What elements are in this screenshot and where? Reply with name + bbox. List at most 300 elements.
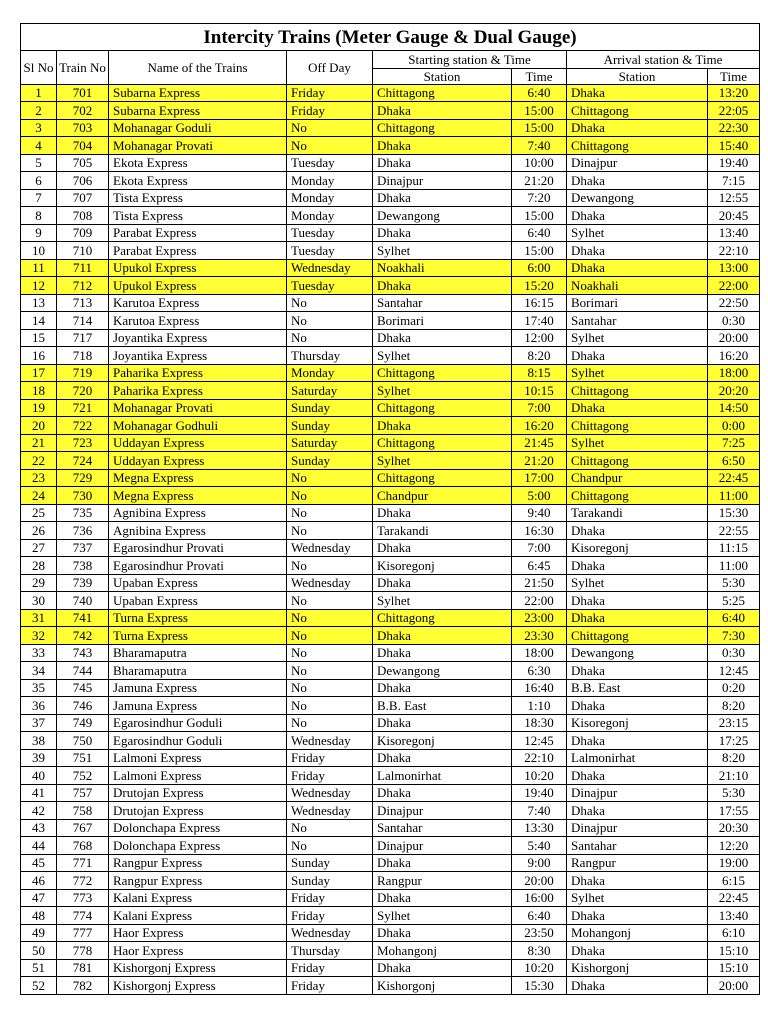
- arrival-time-cell: 0:20: [708, 679, 760, 697]
- table-row: [21, 889, 760, 907]
- arrival-time-cell: 13:40: [708, 224, 760, 242]
- table-row: [21, 977, 760, 995]
- table-row: [21, 487, 760, 505]
- table-row: [21, 539, 760, 557]
- table-row: [21, 137, 760, 155]
- train-name-cell: Upaban Express: [109, 574, 287, 592]
- table-row: [21, 714, 760, 732]
- train-no-cell: 742: [57, 627, 109, 645]
- train-name-cell: Uddayan Express: [109, 452, 287, 470]
- intercity-trains-table: [20, 23, 760, 995]
- arrival-time-cell: 13:20: [708, 84, 760, 102]
- arrival-station-cell: Dhaka: [567, 592, 708, 610]
- start-station-cell: Sylhet: [373, 382, 512, 400]
- sl-no-cell: 5: [21, 154, 57, 172]
- arrival-station-cell: Sylhet: [567, 889, 708, 907]
- start-station-cell: Dhaka: [373, 784, 512, 802]
- train-name-cell: Paharika Express: [109, 382, 287, 400]
- train-name-cell: Ekota Express: [109, 154, 287, 172]
- start-station-cell: Santahar: [373, 819, 512, 837]
- train-name-cell: Upukol Express: [109, 277, 287, 295]
- arrival-station-cell: Noakhali: [567, 277, 708, 295]
- arrival-station-cell: Santahar: [567, 837, 708, 855]
- sl-no-cell: 25: [21, 504, 57, 522]
- sl-no-cell: 1: [21, 84, 57, 102]
- train-no-cell: 741: [57, 609, 109, 627]
- train-no-cell: 721: [57, 399, 109, 417]
- table-row: [21, 662, 760, 680]
- train-no-cell: 739: [57, 574, 109, 592]
- arrival-time-cell: 23:15: [708, 714, 760, 732]
- train-no-cell: 703: [57, 119, 109, 137]
- off-day-cell: No: [287, 469, 373, 487]
- train-name-cell: Jamuna Express: [109, 679, 287, 697]
- arrival-station-cell: Dewangong: [567, 644, 708, 662]
- sl-no-cell: 17: [21, 364, 57, 382]
- start-station-cell: Sylhet: [373, 592, 512, 610]
- arrival-time-cell: 21:10: [708, 767, 760, 785]
- table-row: [21, 207, 760, 225]
- arrival-station-cell: Dhaka: [567, 977, 708, 995]
- arrival-station-cell: Dhaka: [567, 522, 708, 540]
- train-name-cell: Subarna Express: [109, 102, 287, 120]
- start-time-cell: 6:30: [512, 662, 567, 680]
- table-row: [21, 924, 760, 942]
- sl-no-cell: 19: [21, 399, 57, 417]
- arrival-time-cell: 15:10: [708, 942, 760, 960]
- start-station-cell: Dhaka: [373, 749, 512, 767]
- start-station-cell: Dhaka: [373, 854, 512, 872]
- start-station-cell: Dhaka: [373, 417, 512, 435]
- arrival-station-cell: Kishorgonj: [567, 959, 708, 977]
- off-day-cell: Monday: [287, 189, 373, 207]
- train-no-cell: 701: [57, 84, 109, 102]
- table-row: [21, 784, 760, 802]
- start-station-cell: Sylhet: [373, 347, 512, 365]
- sl-no-cell: 29: [21, 574, 57, 592]
- off-day-cell: Friday: [287, 767, 373, 785]
- start-station-cell: Dhaka: [373, 154, 512, 172]
- off-day-cell: Friday: [287, 889, 373, 907]
- sl-no-cell: 2: [21, 102, 57, 120]
- arrival-time-cell: 7:15: [708, 172, 760, 190]
- sl-no-cell: 21: [21, 434, 57, 452]
- off-day-cell: No: [287, 644, 373, 662]
- train-no-cell: 704: [57, 137, 109, 155]
- start-time-cell: 23:30: [512, 627, 567, 645]
- arrival-time-cell: 22:55: [708, 522, 760, 540]
- start-time-cell: 7:00: [512, 539, 567, 557]
- header-arrival-group: Arrival station & Time: [567, 51, 760, 69]
- off-day-cell: No: [287, 609, 373, 627]
- table-row: [21, 522, 760, 540]
- train-no-cell: 705: [57, 154, 109, 172]
- start-time-cell: 21:45: [512, 434, 567, 452]
- arrival-time-cell: 12:20: [708, 837, 760, 855]
- table-row: [21, 592, 760, 610]
- train-no-cell: 774: [57, 907, 109, 925]
- arrival-time-cell: 8:20: [708, 749, 760, 767]
- header-starting-group: Starting station & Time: [373, 51, 567, 69]
- start-time-cell: 8:20: [512, 347, 567, 365]
- start-time-cell: 15:00: [512, 102, 567, 120]
- start-time-cell: 5:40: [512, 837, 567, 855]
- sl-no-cell: 46: [21, 872, 57, 890]
- table-row: [21, 697, 760, 715]
- off-day-cell: Monday: [287, 207, 373, 225]
- header-start-station: Station: [373, 68, 512, 84]
- table-row: [21, 679, 760, 697]
- start-time-cell: 6:40: [512, 907, 567, 925]
- sl-no-cell: 49: [21, 924, 57, 942]
- arrival-time-cell: 17:25: [708, 732, 760, 750]
- start-station-cell: Mohangonj: [373, 942, 512, 960]
- sl-no-cell: 37: [21, 714, 57, 732]
- train-name-cell: Drutojan Express: [109, 802, 287, 820]
- start-station-cell: Chittagong: [373, 399, 512, 417]
- table-row: [21, 557, 760, 575]
- train-no-cell: 723: [57, 434, 109, 452]
- arrival-time-cell: 20:45: [708, 207, 760, 225]
- off-day-cell: Friday: [287, 977, 373, 995]
- arrival-station-cell: Dhaka: [567, 172, 708, 190]
- sl-no-cell: 35: [21, 679, 57, 697]
- train-no-cell: 702: [57, 102, 109, 120]
- arrival-time-cell: 20:20: [708, 382, 760, 400]
- table-row: [21, 767, 760, 785]
- sl-no-cell: 42: [21, 802, 57, 820]
- start-station-cell: Sylhet: [373, 452, 512, 470]
- arrival-time-cell: 6:50: [708, 452, 760, 470]
- train-name-cell: Mohanagar Provati: [109, 137, 287, 155]
- train-no-cell: 709: [57, 224, 109, 242]
- arrival-time-cell: 7:25: [708, 434, 760, 452]
- table-row: [21, 119, 760, 137]
- start-time-cell: 15:00: [512, 242, 567, 260]
- off-day-cell: No: [287, 487, 373, 505]
- start-time-cell: 9:00: [512, 854, 567, 872]
- off-day-cell: Tuesday: [287, 154, 373, 172]
- train-no-cell: 777: [57, 924, 109, 942]
- off-day-cell: Thursday: [287, 942, 373, 960]
- sl-no-cell: 16: [21, 347, 57, 365]
- train-name-cell: Tista Express: [109, 207, 287, 225]
- start-time-cell: 18:30: [512, 714, 567, 732]
- off-day-cell: Friday: [287, 102, 373, 120]
- arrival-time-cell: 11:00: [708, 557, 760, 575]
- start-station-cell: Kishorgonj: [373, 977, 512, 995]
- start-time-cell: 16:20: [512, 417, 567, 435]
- start-station-cell: Borimari: [373, 312, 512, 330]
- sl-no-cell: 28: [21, 557, 57, 575]
- arrival-station-cell: Dhaka: [567, 557, 708, 575]
- train-no-cell: 773: [57, 889, 109, 907]
- start-time-cell: 16:30: [512, 522, 567, 540]
- start-station-cell: Dinajpur: [373, 172, 512, 190]
- off-day-cell: Sunday: [287, 399, 373, 417]
- arrival-time-cell: 17:55: [708, 802, 760, 820]
- off-day-cell: Saturday: [287, 382, 373, 400]
- off-day-cell: Thursday: [287, 347, 373, 365]
- arrival-time-cell: 22:05: [708, 102, 760, 120]
- train-name-cell: Joyantika Express: [109, 347, 287, 365]
- train-name-cell: Jamuna Express: [109, 697, 287, 715]
- table-row: [21, 224, 760, 242]
- arrival-station-cell: Borimari: [567, 294, 708, 312]
- sl-no-cell: 38: [21, 732, 57, 750]
- train-name-cell: Dolonchapa Express: [109, 837, 287, 855]
- arrival-station-cell: Chittagong: [567, 102, 708, 120]
- train-name-cell: Megna Express: [109, 469, 287, 487]
- table-row: [21, 959, 760, 977]
- arrival-time-cell: 19:00: [708, 854, 760, 872]
- train-no-cell: 751: [57, 749, 109, 767]
- off-day-cell: No: [287, 837, 373, 855]
- header-sl-no: Sl No: [21, 51, 57, 85]
- start-station-cell: Dhaka: [373, 574, 512, 592]
- train-name-cell: Tista Express: [109, 189, 287, 207]
- start-time-cell: 6:45: [512, 557, 567, 575]
- off-day-cell: Sunday: [287, 854, 373, 872]
- train-name-cell: Upukol Express: [109, 259, 287, 277]
- arrival-time-cell: 22:50: [708, 294, 760, 312]
- train-no-cell: 740: [57, 592, 109, 610]
- off-day-cell: Tuesday: [287, 224, 373, 242]
- start-station-cell: Dinajpur: [373, 837, 512, 855]
- arrival-time-cell: 0:30: [708, 312, 760, 330]
- start-time-cell: 22:00: [512, 592, 567, 610]
- start-time-cell: 6:00: [512, 259, 567, 277]
- arrival-station-cell: Chittagong: [567, 417, 708, 435]
- train-no-cell: 724: [57, 452, 109, 470]
- arrival-station-cell: Dhaka: [567, 907, 708, 925]
- arrival-time-cell: 6:15: [708, 872, 760, 890]
- arrival-station-cell: Dhaka: [567, 697, 708, 715]
- arrival-station-cell: Dinajpur: [567, 784, 708, 802]
- arrival-station-cell: Rangpur: [567, 854, 708, 872]
- train-name-cell: Egarosindhur Goduli: [109, 714, 287, 732]
- table-row: [21, 872, 760, 890]
- off-day-cell: No: [287, 819, 373, 837]
- arrival-station-cell: Chittagong: [567, 382, 708, 400]
- off-day-cell: Friday: [287, 959, 373, 977]
- arrival-time-cell: 22:00: [708, 277, 760, 295]
- arrival-station-cell: Sylhet: [567, 329, 708, 347]
- train-no-cell: 781: [57, 959, 109, 977]
- train-no-cell: 719: [57, 364, 109, 382]
- sl-no-cell: 43: [21, 819, 57, 837]
- table-row: [21, 574, 760, 592]
- off-day-cell: Tuesday: [287, 242, 373, 260]
- table-row: [21, 242, 760, 260]
- arrival-station-cell: Lalmonirhat: [567, 749, 708, 767]
- start-station-cell: Dhaka: [373, 277, 512, 295]
- train-no-cell: 736: [57, 522, 109, 540]
- table-row: [21, 154, 760, 172]
- train-no-cell: 722: [57, 417, 109, 435]
- train-no-cell: 707: [57, 189, 109, 207]
- off-day-cell: Friday: [287, 907, 373, 925]
- arrival-station-cell: Dinajpur: [567, 819, 708, 837]
- start-time-cell: 21:50: [512, 574, 567, 592]
- train-no-cell: 711: [57, 259, 109, 277]
- train-name-cell: Kalani Express: [109, 907, 287, 925]
- arrival-time-cell: 15:10: [708, 959, 760, 977]
- arrival-time-cell: 8:20: [708, 697, 760, 715]
- table-row: [21, 84, 760, 102]
- start-station-cell: Kisoregonj: [373, 557, 512, 575]
- off-day-cell: No: [287, 697, 373, 715]
- off-day-cell: No: [287, 557, 373, 575]
- start-station-cell: Dinajpur: [373, 802, 512, 820]
- start-station-cell: Dhaka: [373, 224, 512, 242]
- off-day-cell: Wednesday: [287, 259, 373, 277]
- table-row: [21, 819, 760, 837]
- sl-no-cell: 18: [21, 382, 57, 400]
- start-station-cell: Dewangong: [373, 662, 512, 680]
- sl-no-cell: 27: [21, 539, 57, 557]
- sl-no-cell: 12: [21, 277, 57, 295]
- sl-no-cell: 36: [21, 697, 57, 715]
- start-station-cell: Dhaka: [373, 924, 512, 942]
- start-time-cell: 20:00: [512, 872, 567, 890]
- sl-no-cell: 47: [21, 889, 57, 907]
- train-name-cell: Lalmoni Express: [109, 767, 287, 785]
- train-no-cell: 749: [57, 714, 109, 732]
- table-row: [21, 907, 760, 925]
- off-day-cell: Wednesday: [287, 732, 373, 750]
- sl-no-cell: 41: [21, 784, 57, 802]
- sl-no-cell: 13: [21, 294, 57, 312]
- start-time-cell: 13:30: [512, 819, 567, 837]
- start-time-cell: 10:20: [512, 767, 567, 785]
- train-name-cell: Haor Express: [109, 942, 287, 960]
- off-day-cell: Wednesday: [287, 574, 373, 592]
- start-station-cell: Dhaka: [373, 644, 512, 662]
- table-row: [21, 189, 760, 207]
- sl-no-cell: 7: [21, 189, 57, 207]
- off-day-cell: No: [287, 137, 373, 155]
- start-station-cell: Chittagong: [373, 364, 512, 382]
- start-time-cell: 5:00: [512, 487, 567, 505]
- train-name-cell: Bharamaputra: [109, 644, 287, 662]
- train-no-cell: 706: [57, 172, 109, 190]
- arrival-time-cell: 5:25: [708, 592, 760, 610]
- arrival-station-cell: Dhaka: [567, 872, 708, 890]
- arrival-time-cell: 22:30: [708, 119, 760, 137]
- off-day-cell: No: [287, 662, 373, 680]
- arrival-time-cell: 7:30: [708, 627, 760, 645]
- train-name-cell: Megna Express: [109, 487, 287, 505]
- table-row: [21, 504, 760, 522]
- table-title: Intercity Trains (Meter Gauge & Dual Gauge): [21, 24, 760, 51]
- off-day-cell: Wednesday: [287, 924, 373, 942]
- table-row: [21, 329, 760, 347]
- sl-no-cell: 10: [21, 242, 57, 260]
- start-station-cell: Dhaka: [373, 889, 512, 907]
- train-no-cell: 738: [57, 557, 109, 575]
- start-station-cell: Lalmonirhat: [373, 767, 512, 785]
- arrival-time-cell: 15:30: [708, 504, 760, 522]
- table-row: [21, 277, 760, 295]
- off-day-cell: No: [287, 329, 373, 347]
- sl-no-cell: 44: [21, 837, 57, 855]
- arrival-station-cell: Dhaka: [567, 259, 708, 277]
- arrival-time-cell: 18:00: [708, 364, 760, 382]
- start-time-cell: 8:15: [512, 364, 567, 382]
- table-row: [21, 452, 760, 470]
- train-no-cell: 778: [57, 942, 109, 960]
- train-no-cell: 714: [57, 312, 109, 330]
- train-name-cell: Kishorgonj Express: [109, 959, 287, 977]
- table-row: [21, 294, 760, 312]
- sl-no-cell: 6: [21, 172, 57, 190]
- header-off-day: Off Day: [287, 51, 373, 85]
- table-row: [21, 837, 760, 855]
- start-time-cell: 23:50: [512, 924, 567, 942]
- train-no-cell: 768: [57, 837, 109, 855]
- arrival-station-cell: Sylhet: [567, 364, 708, 382]
- train-name-cell: Haor Express: [109, 924, 287, 942]
- train-name-cell: Subarna Express: [109, 84, 287, 102]
- arrival-time-cell: 22:45: [708, 889, 760, 907]
- off-day-cell: No: [287, 627, 373, 645]
- sl-no-cell: 26: [21, 522, 57, 540]
- arrival-station-cell: Dhaka: [567, 662, 708, 680]
- arrival-time-cell: 14:50: [708, 399, 760, 417]
- train-name-cell: Drutojan Express: [109, 784, 287, 802]
- start-time-cell: 16:00: [512, 889, 567, 907]
- arrival-station-cell: Chittagong: [567, 627, 708, 645]
- train-name-cell: Agnibina Express: [109, 522, 287, 540]
- train-no-cell: 752: [57, 767, 109, 785]
- off-day-cell: No: [287, 592, 373, 610]
- sl-no-cell: 52: [21, 977, 57, 995]
- start-time-cell: 9:40: [512, 504, 567, 522]
- sl-no-cell: 32: [21, 627, 57, 645]
- sl-no-cell: 33: [21, 644, 57, 662]
- start-time-cell: 23:00: [512, 609, 567, 627]
- start-station-cell: Dhaka: [373, 679, 512, 697]
- start-time-cell: 12:00: [512, 329, 567, 347]
- table-row: [21, 434, 760, 452]
- table-row: [21, 802, 760, 820]
- sl-no-cell: 4: [21, 137, 57, 155]
- arrival-station-cell: Dhaka: [567, 119, 708, 137]
- start-station-cell: Dhaka: [373, 329, 512, 347]
- arrival-time-cell: 22:45: [708, 469, 760, 487]
- header-arrival-time: Time: [708, 68, 760, 84]
- arrival-station-cell: Kisoregonj: [567, 714, 708, 732]
- off-day-cell: Saturday: [287, 434, 373, 452]
- train-name-cell: Kalani Express: [109, 889, 287, 907]
- sl-no-cell: 51: [21, 959, 57, 977]
- start-time-cell: 16:15: [512, 294, 567, 312]
- arrival-station-cell: Tarakandi: [567, 504, 708, 522]
- arrival-time-cell: 13:00: [708, 259, 760, 277]
- train-rows: [21, 84, 760, 994]
- sl-no-cell: 24: [21, 487, 57, 505]
- train-name-cell: Mohanagar Goduli: [109, 119, 287, 137]
- arrival-time-cell: 12:45: [708, 662, 760, 680]
- arrival-station-cell: Sylhet: [567, 224, 708, 242]
- arrival-station-cell: Chittagong: [567, 452, 708, 470]
- header-train-no: Train No: [57, 51, 109, 85]
- arrival-station-cell: Sylhet: [567, 434, 708, 452]
- start-time-cell: 21:20: [512, 452, 567, 470]
- start-station-cell: Tarakandi: [373, 522, 512, 540]
- train-no-cell: 744: [57, 662, 109, 680]
